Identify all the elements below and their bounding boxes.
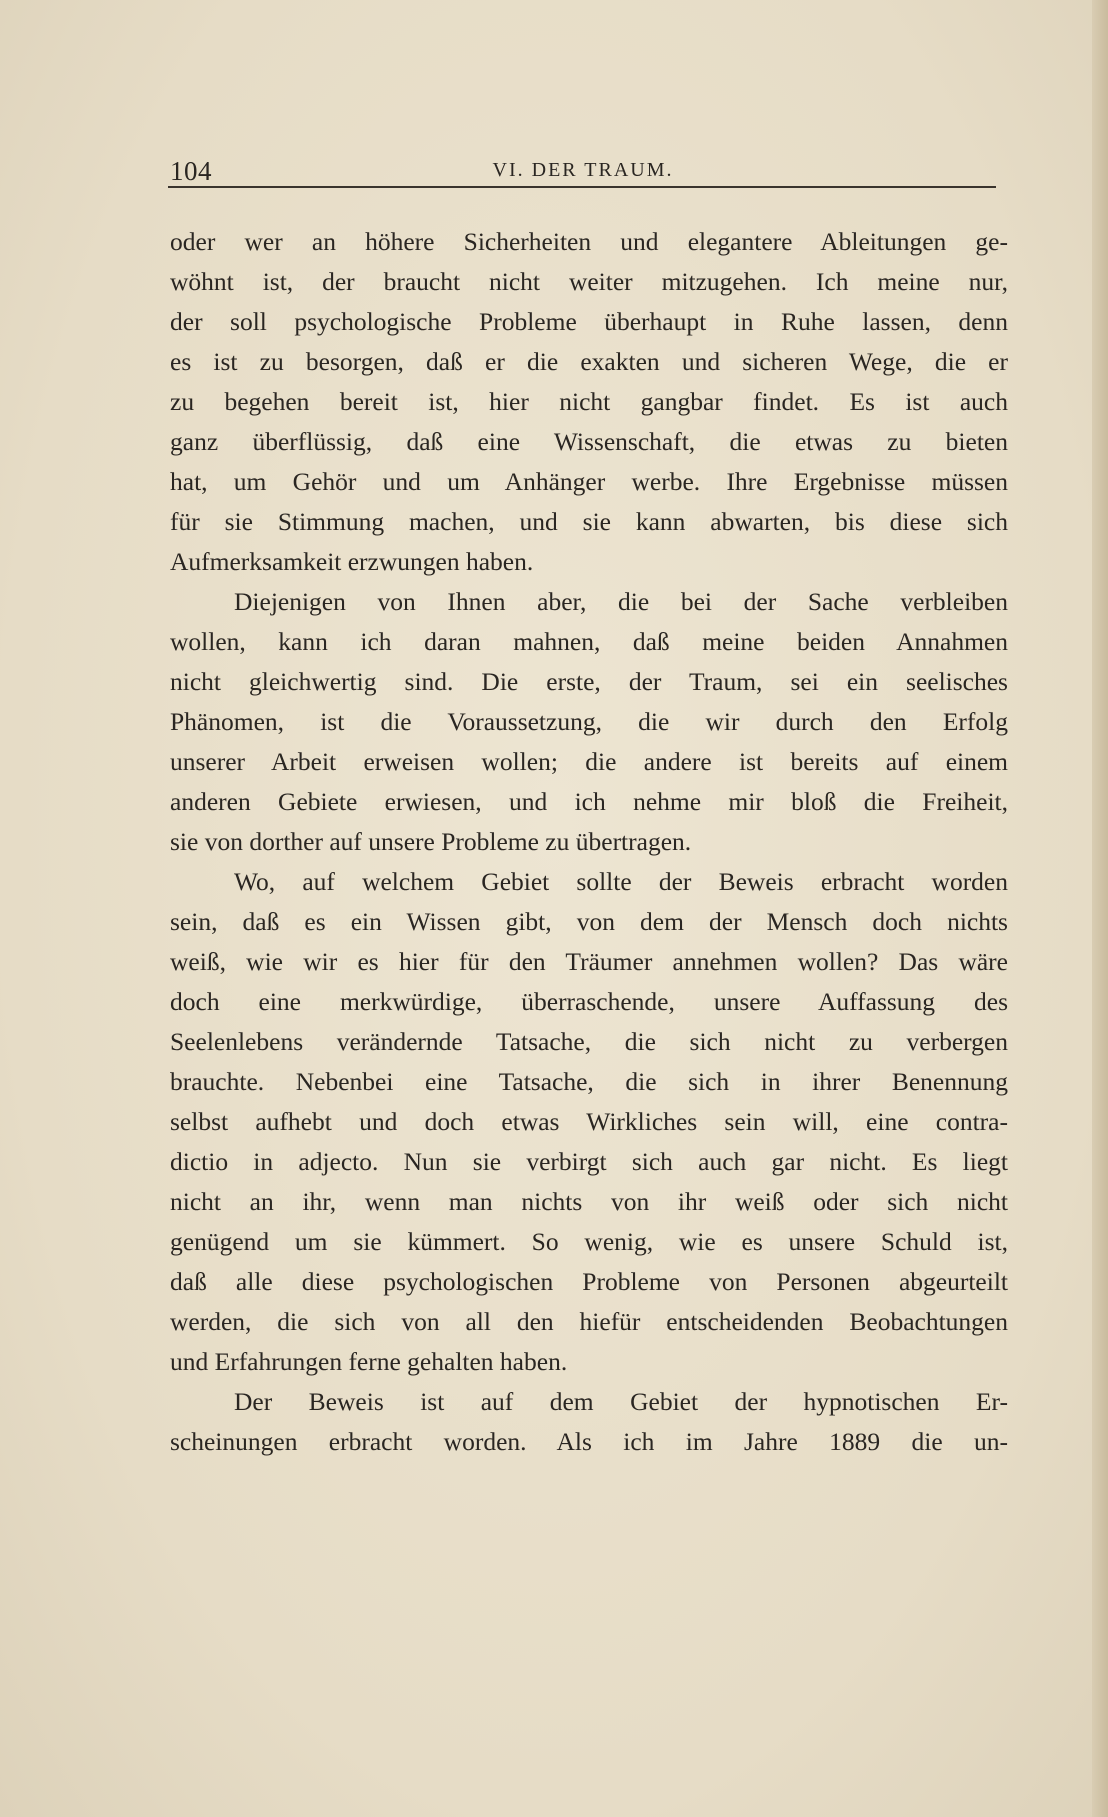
text-line: unserer Arbeit erweisen wollen; die andere ist bereits auf einem bbox=[170, 747, 1008, 776]
text-line: und Erfahrungen ferne gehalten haben. bbox=[170, 1347, 568, 1376]
text-line: Diejenigen von Ihnen aber, die bei der Sache verbleiben bbox=[234, 587, 1008, 616]
text-line: wollen, kann ich daran mahnen, daß meine beiden Annahmen bbox=[170, 627, 1008, 656]
text-line: sie von dorther auf unsere Probleme zu übertragen. bbox=[170, 827, 692, 856]
text-line: nicht gleichwertig sind. Die erste, der Traum, sei ein seelisches bbox=[170, 667, 1008, 696]
text-line: es ist zu besorgen, daß er die exakten und sicheren Wege, die er bbox=[170, 347, 1008, 376]
text-line: zu begehen bereit ist, hier nicht gangbar findet. Es ist auch bbox=[170, 387, 1008, 416]
text-line: anderen Gebiete erwiesen, und ich nehme mir bloß die Freiheit, bbox=[170, 787, 1008, 816]
text-line: oder wer an höhere Sicherheiten und elegantere Ableitungen ge- bbox=[170, 227, 1008, 256]
text-line: sein, daß es ein Wissen gibt, von dem der Mensch doch nichts bbox=[170, 907, 1008, 936]
text-line: scheinungen erbracht worden. Als ich im Jahre 1889 die un- bbox=[170, 1427, 1008, 1456]
text-line: dictio in adjecto. Nun sie verbirgt sich auch gar nicht. Es liegt bbox=[170, 1147, 1008, 1176]
text-line: werden, die sich von all den hiefür entscheidenden Beobachtungen bbox=[170, 1307, 1008, 1336]
text-line: für sie Stimmung machen, und sie kann abwarten, bis diese sich bbox=[170, 507, 1008, 536]
text-line: doch eine merkwürdige, überraschende, unsere Auffassung des bbox=[170, 987, 1008, 1016]
text-line: nicht an ihr, wenn man nichts von ihr weiß oder sich nicht bbox=[170, 1187, 1008, 1216]
text-line: wöhnt ist, der braucht nicht weiter mitzugehen. Ich meine nur, bbox=[170, 267, 1008, 296]
text-line: selbst aufhebt und doch etwas Wirkliches sein will, eine contra- bbox=[170, 1107, 1008, 1136]
text-line: Phänomen, ist die Voraussetzung, die wir durch den Erfolg bbox=[170, 707, 1008, 736]
text-line: der soll psychologische Probleme überhaupt in Ruhe lassen, denn bbox=[170, 307, 1008, 336]
running-title: VI. DER TRAUM. bbox=[492, 159, 674, 181]
text-line: Der Beweis ist auf dem Gebiet der hypnotischen Er- bbox=[234, 1387, 1008, 1416]
text-line: Wo, auf welchem Gebiet sollte der Beweis erbracht worden bbox=[234, 867, 1008, 896]
text-line: ganz überflüssig, daß eine Wissenschaft, die etwas zu bieten bbox=[170, 427, 1008, 456]
page-edge bbox=[1092, 0, 1108, 1817]
text-line: Seelenlebens verändernde Tatsache, die sich nicht zu verbergen bbox=[170, 1027, 1008, 1056]
page-number: 104 bbox=[170, 156, 212, 186]
text-line: brauchte. Nebenbei eine Tatsache, die sich in ihrer Benennung bbox=[170, 1067, 1008, 1096]
text-line: genügend um sie kümmert. So wenig, wie es unsere Schuld ist, bbox=[170, 1227, 1008, 1256]
header-rule bbox=[168, 186, 996, 188]
text-line: Aufmerksamkeit erzwungen haben. bbox=[170, 547, 534, 576]
body-text bbox=[170, 222, 1008, 1462]
text-line: daß alle diese psychologischen Probleme von Personen abgeurteilt bbox=[170, 1267, 1008, 1296]
text-line: weiß, wie wir es hier für den Träumer annehmen wollen? Das wäre bbox=[170, 947, 1008, 976]
text-line: hat, um Gehör und um Anhänger werbe. Ihre Ergebnisse müssen bbox=[170, 467, 1008, 496]
